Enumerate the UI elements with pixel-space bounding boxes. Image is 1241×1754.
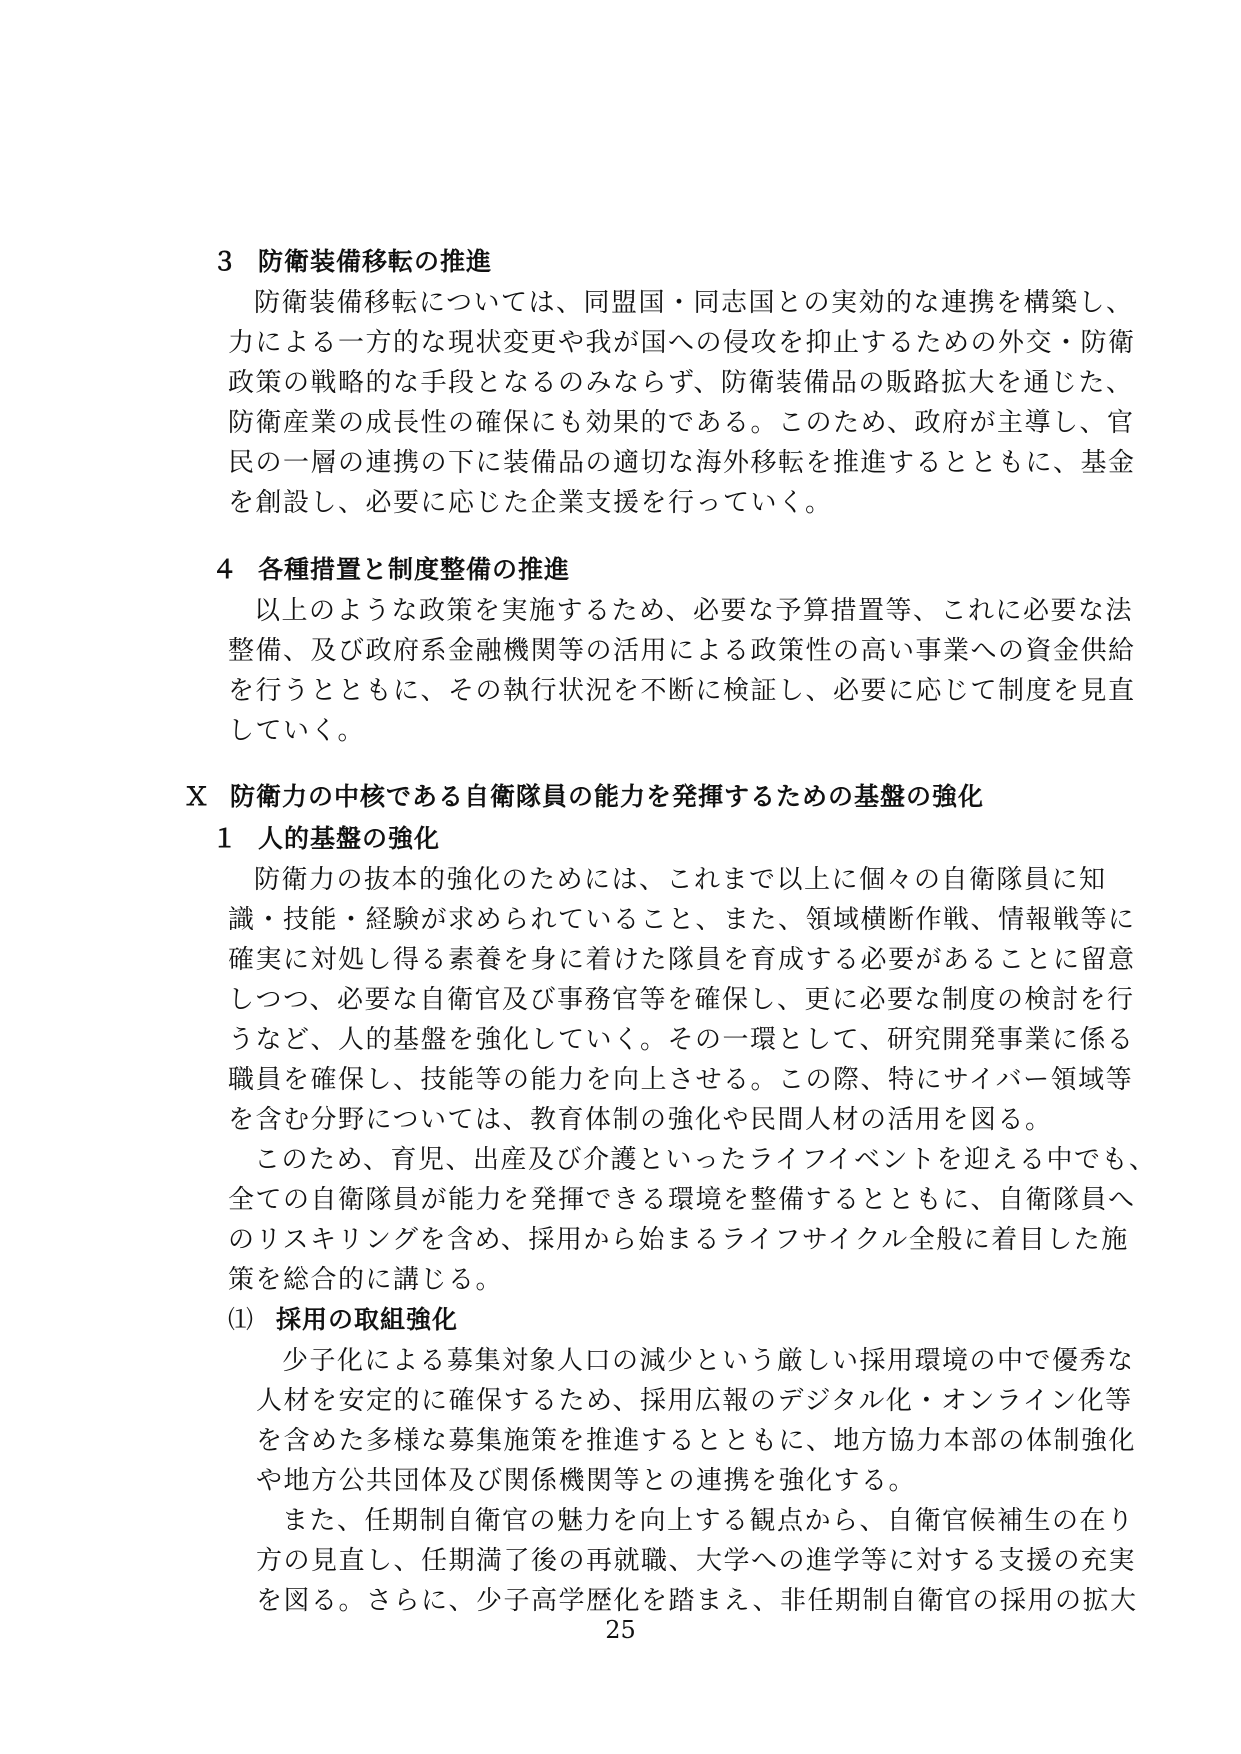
paragraph-line: また、任期制自衛官の魅力を向上する観点から、自衛官候補生の在り <box>282 1506 1135 1536</box>
paragraph-line: していく。 <box>228 716 365 746</box>
paragraph-line: 全ての自衛隊員が能力を発揮できる環境を整備するとともに、自衛隊員へ <box>228 1185 1136 1215</box>
paragraph-line: 力による一方的な現状変更や我が国への侵攻を抑止するための外交・防衛 <box>228 328 1136 358</box>
paragraph-line: 防衛装備移転については、同盟国・同志国との実効的な連携を構築し、 <box>254 288 1134 318</box>
paragraph-line: 策を総合的に講じる。 <box>228 1265 504 1295</box>
section-4-title: 各種措置と制度整備の推進 <box>258 555 571 584</box>
paragraph-line: を含む分野については、教育体制の強化や民間人材の活用を図る。 <box>228 1105 1053 1135</box>
paragraph-line: 整備、及び政府系金融機関等の活用による政策性の高い事業への資金供給 <box>228 636 1136 666</box>
paragraph-line: のリスキリングを含め、採用から始まるライフサイクル全般に着目した施 <box>228 1225 1129 1255</box>
paragraph-line: 人材を安定的に確保するため、採用広報のデジタル化・オンライン化等 <box>256 1386 1133 1416</box>
paragraph-line: 防衛産業の成長性の確保にも効果的である。このため、政府が主導し、官 <box>228 408 1135 438</box>
paragraph-line: 少子化による募集対象人口の減少という厳しい採用環境の中で優秀な <box>282 1346 1135 1376</box>
section-1-heading <box>212 821 440 857</box>
subsection-1-title: 採用の取組強化 <box>276 1305 459 1334</box>
paragraph-line: 以上のような政策を実施するため、必要な予算措置等、これに必要な法 <box>254 596 1133 626</box>
paragraph-line: や地方公共団体及び関係機関等との連携を強化する。 <box>256 1466 917 1496</box>
section-3-title: 防衛装備移転の推進 <box>258 247 493 276</box>
section-4-number: ４ <box>212 555 239 584</box>
paragraph-line: を含めた多様な募集施策を推進するとともに、地方協力本部の体制強化 <box>256 1426 1137 1456</box>
subsection-1-number: ⑴ <box>228 1305 255 1334</box>
chapter-x-heading <box>184 779 984 815</box>
section-4-heading <box>212 552 570 588</box>
paragraph-line: このため、育児、出産及び介護といったライフイベントを迎える中でも、 <box>254 1145 1157 1175</box>
paragraph-line: 方の見直し、任期満了後の再就職、大学への進学等に対する支援の充実 <box>256 1546 1137 1576</box>
paragraph-line: 職員を確保し、技能等の能力を向上させる。この際、特にサイバー領域等 <box>228 1065 1134 1095</box>
subsection-1-heading <box>228 1302 458 1338</box>
paragraph-line: 確実に対処し得る素養を身に着けた隊員を育成する必要があることに留意 <box>228 945 1136 975</box>
paragraph-line: を創設し、必要に応じた企業支援を行っていく。 <box>228 488 833 518</box>
page-number: 25 <box>605 1616 636 1644</box>
paragraph-line: 識・技能・経験が求められていること、また、領域横断作戦、情報戦等に <box>228 905 1136 935</box>
section-3-heading <box>212 244 492 280</box>
paragraph-line: うなど、人的基盤を強化していく。その一環として、研究開発事業に係る <box>228 1025 1135 1055</box>
section-1-number: １ <box>212 824 239 853</box>
section-1-title: 人的基盤の強化 <box>258 824 441 853</box>
paragraph-line: 防衛力の抜本的強化のためには、これまで以上に個々の自衛隊員に知 <box>254 865 1107 895</box>
chapter-x-number: Ｘ <box>184 782 211 811</box>
chapter-x-title: 防衛力の中核である自衛隊員の能力を発揮するための基盤の強化 <box>230 782 985 811</box>
paragraph-line: 民の一層の連携の下に装備品の適切な海外移転を推進するとともに、基金 <box>228 448 1136 478</box>
paragraph-line: を図る。さらに、少子高学歴化を踏まえ、非任期制自衛官の採用の拡大 <box>256 1586 1138 1616</box>
paragraph-line: しつつ、必要な自衛官及び事務官等を確保し、更に必要な制度の検討を行 <box>228 985 1135 1015</box>
section-3-number: ３ <box>212 247 239 276</box>
paragraph-line: 政策の戦略的な手段となるのみならず、防衛装備品の販路拡大を通じた、 <box>228 368 1134 398</box>
paragraph-line: を行うとともに、その執行状況を不断に検証し、必要に応じて制度を見直 <box>228 676 1136 706</box>
